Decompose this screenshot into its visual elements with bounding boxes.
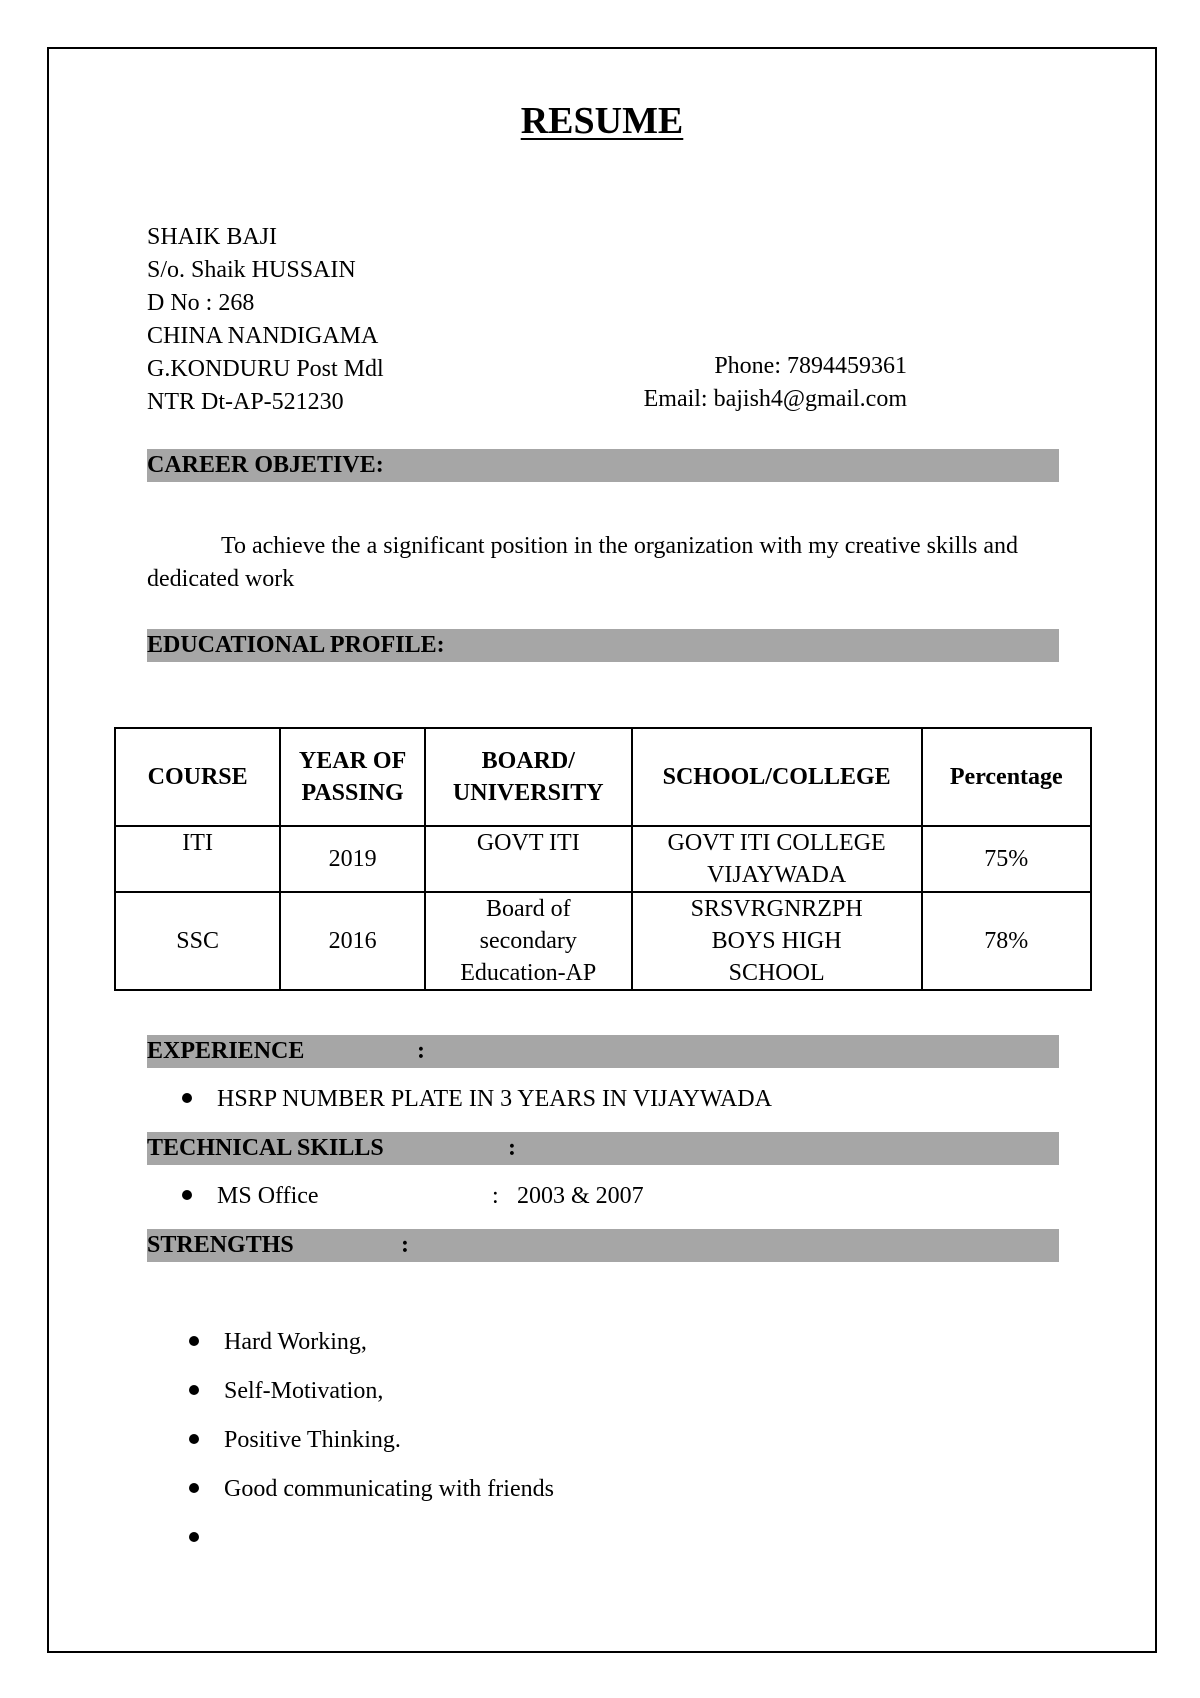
bullet-icon — [182, 1190, 192, 1200]
bullet-icon — [189, 1434, 199, 1444]
experience-heading: EXPERIENCE : — [147, 1035, 1059, 1068]
strength-item — [189, 1522, 224, 1555]
column-header: SCHOOL/COLLEGE — [632, 728, 922, 826]
strengths-heading: STRENGTHS : — [147, 1229, 1059, 1262]
district: NTR Dt-AP-521230 — [147, 389, 344, 415]
board-cell: GOVT ITI — [425, 826, 632, 892]
bullet-icon — [182, 1093, 192, 1103]
bullet-icon — [189, 1483, 199, 1493]
table-row — [115, 826, 1091, 892]
education-heading: EDUCATIONAL PROFILE: — [147, 629, 1059, 662]
resume-page — [47, 47, 1157, 1653]
strength-item: Good communicating with friends — [189, 1473, 554, 1506]
course-cell: SSC — [115, 892, 280, 990]
technical-skill-value: 2003 & 2007 — [517, 1183, 644, 1209]
column-header: Percentage — [922, 728, 1091, 826]
column-header: COURSE — [115, 728, 280, 826]
phone-number: Phone: 7894459361 — [714, 353, 907, 379]
column-header: YEAR OF PASSING — [280, 728, 425, 826]
career-objective-heading: CAREER OBJETIVE: — [147, 449, 1059, 482]
table-header-row — [115, 728, 1091, 826]
percentage-cell: 75% — [922, 826, 1091, 892]
strength-item: Positive Thinking. — [189, 1424, 401, 1457]
bullet-icon — [189, 1336, 199, 1346]
bullet-icon — [189, 1532, 199, 1542]
village: CHINA NANDIGAMA — [147, 323, 379, 349]
career-objective-text: To achieve the a significant position in the organization with my creative skills and dedicated work — [147, 533, 1019, 592]
year-cell: 2016 — [280, 892, 425, 990]
contact-block — [644, 350, 907, 416]
board-cell: Board of secondary Education-AP — [425, 892, 632, 990]
strength-item: Hard Working, — [189, 1326, 367, 1359]
percentage-cell: 78% — [922, 892, 1091, 990]
post-mandal: G.KONDURU Post Mdl — [147, 356, 384, 382]
technical-skills-heading: TECHNICAL SKILLS : — [147, 1132, 1059, 1165]
technical-skill-item: MS Office : 2003 & 2007 — [182, 1180, 319, 1213]
strength-item: Self-Motivation, — [189, 1375, 383, 1408]
course-cell: ITI — [115, 826, 280, 892]
school-cell: SRSVRGNRZPH BOYS HIGH SCHOOL — [632, 892, 922, 990]
father-name: S/o. Shaik HUSSAIN — [147, 257, 356, 283]
email-address: Email: bajish4@gmail.com — [643, 386, 907, 412]
resume-title: RESUME — [520, 100, 684, 142]
address-block — [147, 221, 384, 419]
bullet-icon — [189, 1385, 199, 1395]
education-table — [114, 727, 1092, 991]
candidate-name: SHAIK BAJI — [147, 224, 278, 250]
year-cell: 2019 — [280, 826, 425, 892]
column-header: BOARD/ UNIVERSITY — [425, 728, 632, 826]
school-cell: GOVT ITI COLLEGE VIJAYWADA — [632, 826, 922, 892]
door-number: D No : 268 — [147, 290, 255, 316]
table-row — [115, 892, 1091, 990]
experience-item: HSRP NUMBER PLATE IN 3 YEARS IN VIJAYWADA — [182, 1083, 772, 1116]
